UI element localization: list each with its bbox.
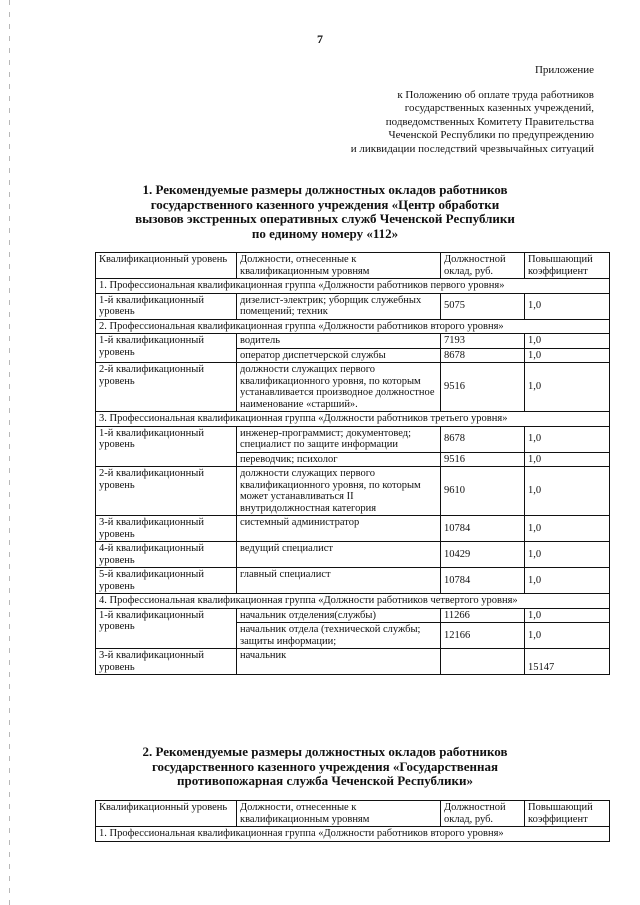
- annex-line: и ликвидации последствий чрезвычайных ситуаций: [350, 142, 594, 155]
- header-salary: Должностной оклад, руб.: [441, 253, 525, 279]
- table-row: 2-й квалификационный уровень должности служащих первого квалификационного уровня, по которым устанавливается производное должностное наименование «старший». 9516 1,0: [96, 363, 610, 412]
- salary-table-112: [95, 252, 610, 675]
- annex-title: Приложение: [534, 64, 594, 76]
- page-number: 7: [317, 32, 323, 46]
- table-row: 4-й квалификационный уровень ведущий специалист 10429 1,0: [96, 542, 610, 568]
- section1-title: 1. Рекомендуемые размеры должностных окладов работников государственного казенного учреждения «Центр обработки вызовов экстренных оперативных служб Чеченской Республики по единому номеру «112»: [135, 182, 515, 241]
- header-positions: Должности, отнесенные к квалификационным уровням: [237, 253, 441, 279]
- header-coef: Повышающий коэффициент: [525, 801, 610, 827]
- group-row: 4. Профессиональная квалификационная группа «Должности работников четвертого уровня»: [96, 594, 610, 609]
- table-row: 1-й квалификационный уровень начальник отделения(службы) 11266 1,0: [96, 608, 610, 623]
- group-row: 2. Профессиональная квалификационная группа «Должности работников второго уровня»: [96, 319, 610, 334]
- group-row: 3. Профессиональная квалификационная группа «Должности работников третьего уровня»: [96, 412, 610, 427]
- annex-line: подведомственных Комитету Правительства: [385, 115, 594, 128]
- header-level: Квалификационный уровень: [96, 253, 237, 279]
- table-row: 5-й квалификационный уровень главный специалист 10784 1,0: [96, 568, 610, 594]
- annex-line: Чеченской Республики по предупреждению: [388, 129, 594, 141]
- scan-margin-line: [9, 0, 10, 905]
- table-header-row: [96, 253, 610, 279]
- annex-line: к Положению об оплате труда работников: [397, 88, 594, 101]
- table-row: 3-й квалификационный уровень системный администратор 10784 1,0: [96, 516, 610, 542]
- table-row: 1-й квалификационный уровень дизелист-электрик; уборщик служебных помещений; техник 5075 1,0: [96, 293, 610, 319]
- table-row: оператор диспетчерской службы 8678 1,0: [96, 348, 610, 363]
- salary-table-fire-service: [95, 800, 610, 842]
- table-row: начальник отдела (технической службы; защиты информации; 12166 1,0: [96, 623, 610, 649]
- table-row: переводчик; психолог 9516 1,0: [96, 452, 610, 467]
- annex-line: государственных казенных учреждений,: [404, 102, 594, 114]
- table-row: 1-й квалификационный уровень водитель 7193 1,0: [96, 334, 610, 349]
- table-row: 1-й квалификационный уровень инженер-программист; документовед; специалист по защите информации 8678 1,0: [96, 426, 610, 452]
- section2-title: 2. Рекомендуемые размеры должностных окладов работников государственного казенного учреждения «Государственная противопожарная служба Чеченской Республики»: [142, 744, 508, 788]
- table-row: 3-й квалификационный уровень начальник 15147: [96, 649, 610, 675]
- group-row: 1. Профессиональная квалификационная группа «Должности работников первого уровня»: [96, 279, 610, 294]
- group-row: 1. Профессиональная квалификационная группа «Должности работников второго уровня»: [96, 827, 610, 842]
- header-coef: Повышающий коэффициент: [525, 253, 610, 279]
- annex-block: [351, 64, 594, 156]
- table-header-row: [96, 801, 610, 827]
- header-level: Квалификационный уровень: [96, 801, 237, 827]
- header-salary: Должностной оклад, руб.: [441, 801, 525, 827]
- table-row: 2-й квалификационный уровень должности служащих первого квалификационного уровня, по которым может устанавливаться II внутридолжностная категория 9610 1,0: [96, 467, 610, 516]
- header-positions: Должности, отнесенные к квалификационным уровням: [237, 801, 441, 827]
